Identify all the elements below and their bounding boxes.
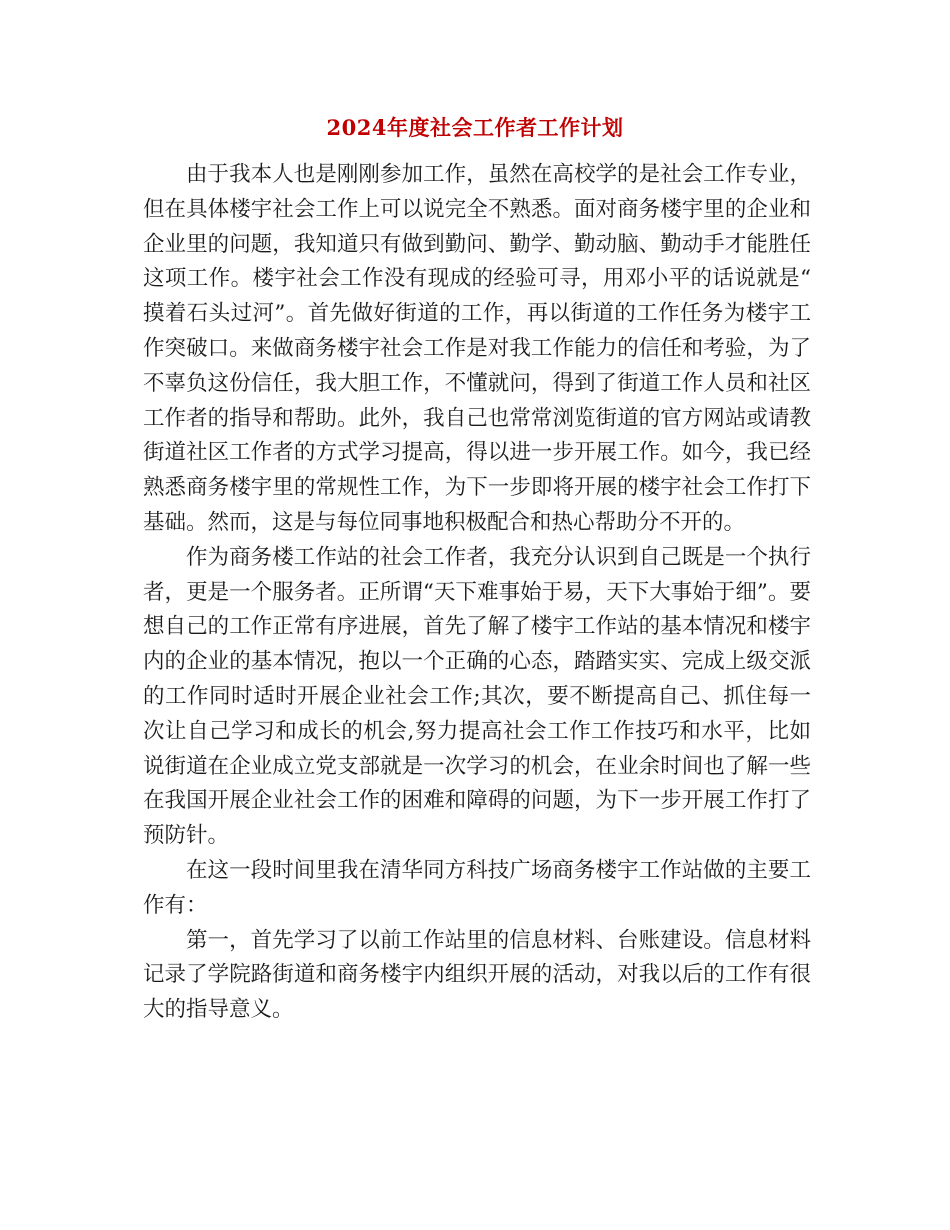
document-body	[143, 158, 811, 1028]
paragraph-2: 作为商务楼工作站的社会工作者，我充分认识到自己既是一个执行者，更是一个服务者。正所谓“天下难事始于易，天下大事始于细”。要想自己的工作正常有序进展，首先了解了楼宇工作站的基本情况和楼宇内的企业的基本情况，抱以一个正确的心态，踏踏实实、完成上级交派的工作同时适时开展企业社会工作;其次，要不断提高自己、抓住每一次让自己学习和成长的机会,努力提高社会工作工作技巧和水平，比如说街道在企业成立党支部就是一次学习的机会，在业余时间也了解一些在我国开展企业社会工作的困难和障碍的问题，为下一步开展工作打了预防针。	[143, 544, 811, 849]
document-title: 2024年度社会工作者工作计划	[326, 115, 624, 140]
paragraph-4: 第一，首先学习了以前工作站里的信息材料、台账建设。信息材料记录了学院路街道和商务楼宇内组织开展的活动，对我以后的工作有很大的指导意义。	[143, 927, 811, 1023]
paragraph-3: 在这一段时间里我在清华同方科技广场商务楼宇工作站做的主要工作有：	[143, 857, 811, 918]
paragraph-1: 由于我本人也是刚刚参加工作，虽然在高校学的是社会工作专业，但在具体楼宇社会工作上可以说完全不熟悉。面对商务楼宇里的企业和企业里的问题，我知道只有做到勤问、勤学、勤动脑、勤动手才能胜任这项工作。楼宇社会工作没有现成的经验可寻，用邓小平的话说就是“摸着石头过河”。首先做好街道的工作，再以街道的工作任务为楼宇工作突破口。来做商务楼宇社会工作是对我工作能力的信任和考验，为了不辜负这份信任，我大胆工作，不懂就问，得到了街道工作人员和社区工作者的指导和帮助。此外，我自己也常常浏览街道的官方网站或请教街道社区工作者的方式学习提高，得以进一步开展工作。如今，我已经熟悉商务楼宇里的常规性工作，为下一步即将开展的楼宇社会工作打下基础。然而，这是与每位同事地积极配合和热心帮助分不开的。	[143, 162, 811, 535]
